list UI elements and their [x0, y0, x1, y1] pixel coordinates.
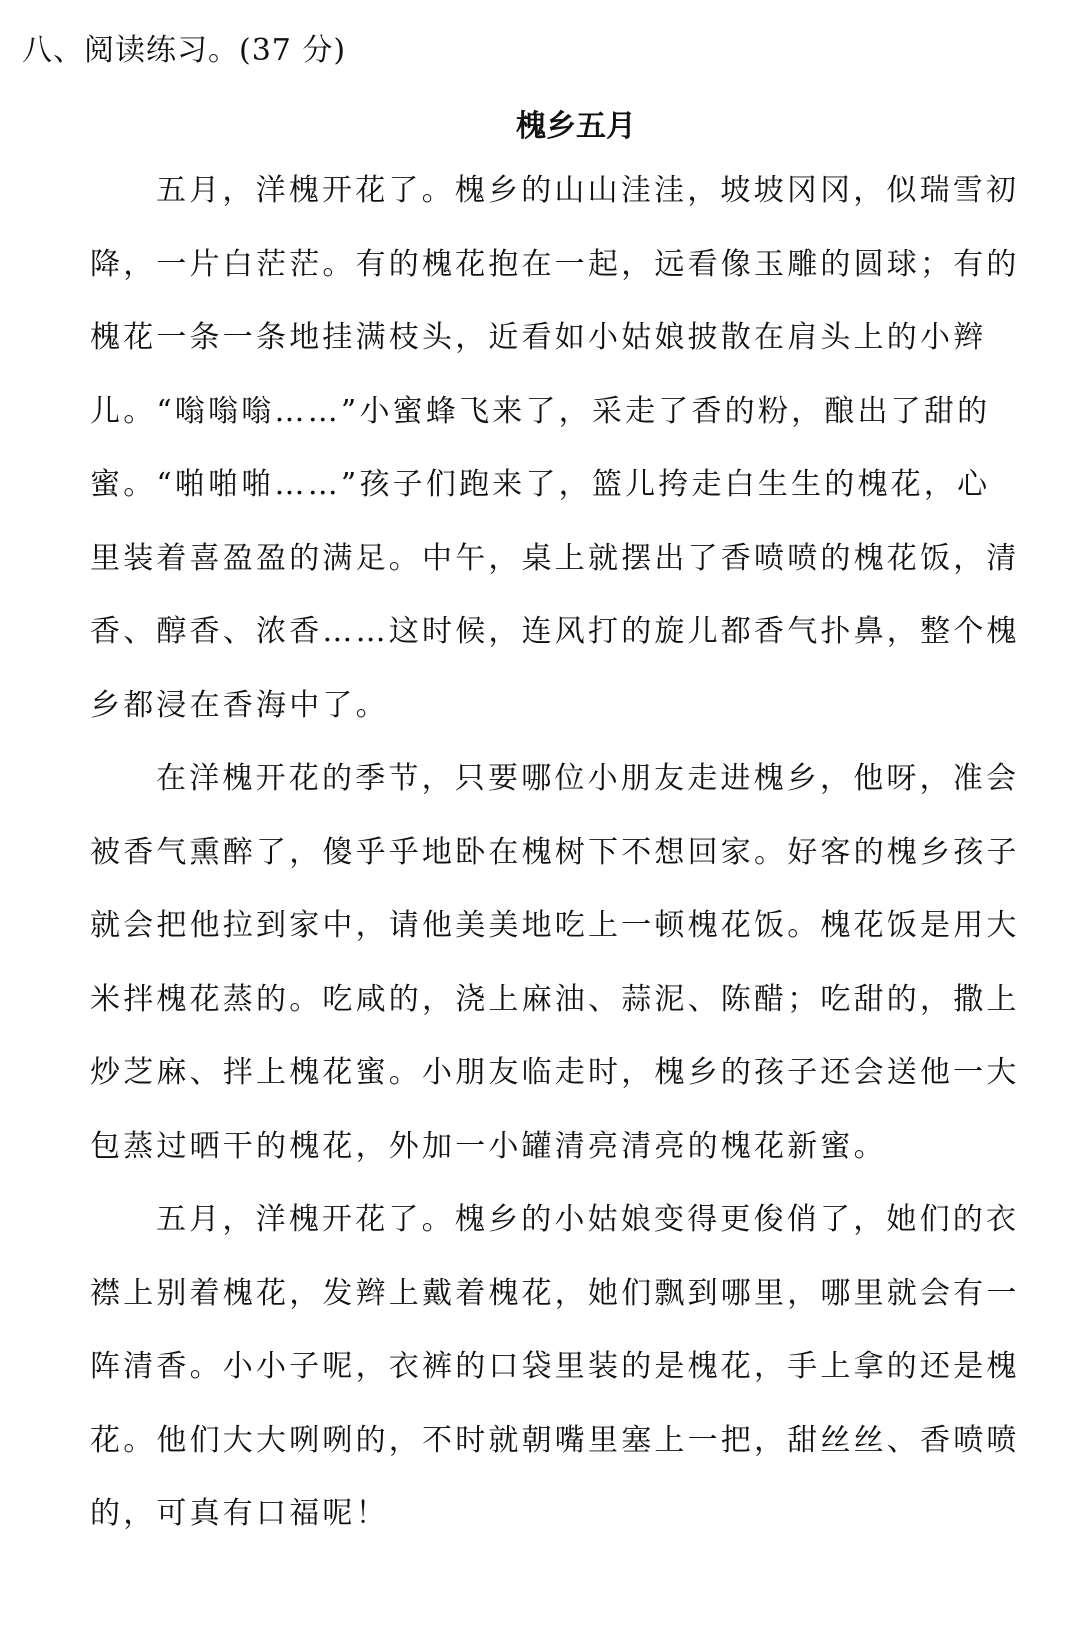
text-line: 香、醇香、浓香……这时候，连风打的旋儿都香气扑鼻，整个槐: [90, 614, 1020, 649]
section-heading: 八、阅读练习。(37 分): [22, 33, 347, 68]
text-line: 襟上别着槐花，发辫上戴着槐花，她们飘到哪里，哪里就会有一: [90, 1275, 1020, 1311]
text-line: 蜜。“啪啪啪……”孩子们跑来了，篮儿挎走白生生的槐花，心: [90, 467, 991, 502]
text-line: 被香气熏醉了，傻乎乎地卧在槐树下不想回家。好客的槐乡孩子: [90, 834, 1020, 870]
text-line: 米拌槐花蒸的。吃咸的，浇上麻油、蒜泥、陈醋；吃甜的，撒上: [90, 981, 1020, 1017]
text-line: 的，可真有口福呢！: [90, 1496, 389, 1531]
text-line: 儿。“嗡嗡嗡……”小蜜蜂飞来了，采走了香的粉，酿出了甜的: [90, 393, 991, 429]
text-line: 乡都浸在香海中了。: [90, 687, 389, 723]
text-line: 包蒸过晒干的槐花，外加一小罐清亮清亮的槐花新蜜。: [90, 1128, 887, 1164]
text-line: 炒芝麻、拌上槐花蜜。小朋友临走时，槐乡的孩子还会送他一大: [90, 1055, 1020, 1090]
text-line: 里装着喜盈盈的满足。中午，桌上就摆出了香喷喷的槐花饭，清: [90, 540, 1020, 576]
text-line: 五月，洋槐开花了。槐乡的小姑娘变得更俊俏了，她们的衣: [156, 1202, 1020, 1237]
text-line: 花。他们大大咧咧的，不时就朝嘴里塞上一把，甜丝丝、香喷喷: [90, 1422, 1020, 1458]
text-line: 就会把他拉到家中，请他美美地吃上一顿槐花饭。槐花饭是用大: [90, 908, 1020, 943]
text-line: 五月，洋槐开花了。槐乡的山山洼洼，坡坡冈冈，似瑞雪初: [156, 173, 1020, 208]
article-body: [90, 168, 1020, 1565]
text-line: 降，一片白茫茫。有的槐花抱在一起，远看像玉雕的圆球；有的: [90, 246, 1020, 282]
text-line: 在洋槐开花的季节，只要哪位小朋友走进槐乡，他呀，准会: [156, 761, 1020, 796]
text-line: 槐花一条一条地挂满枝头，近看如小姑娘披散在肩头上的小辫: [90, 320, 987, 355]
article-title: 槐乡五月: [516, 109, 636, 144]
text-line: 阵清香。小小子呢，衣裤的口袋里装的是槐花，手上拿的还是槐: [90, 1349, 1020, 1384]
